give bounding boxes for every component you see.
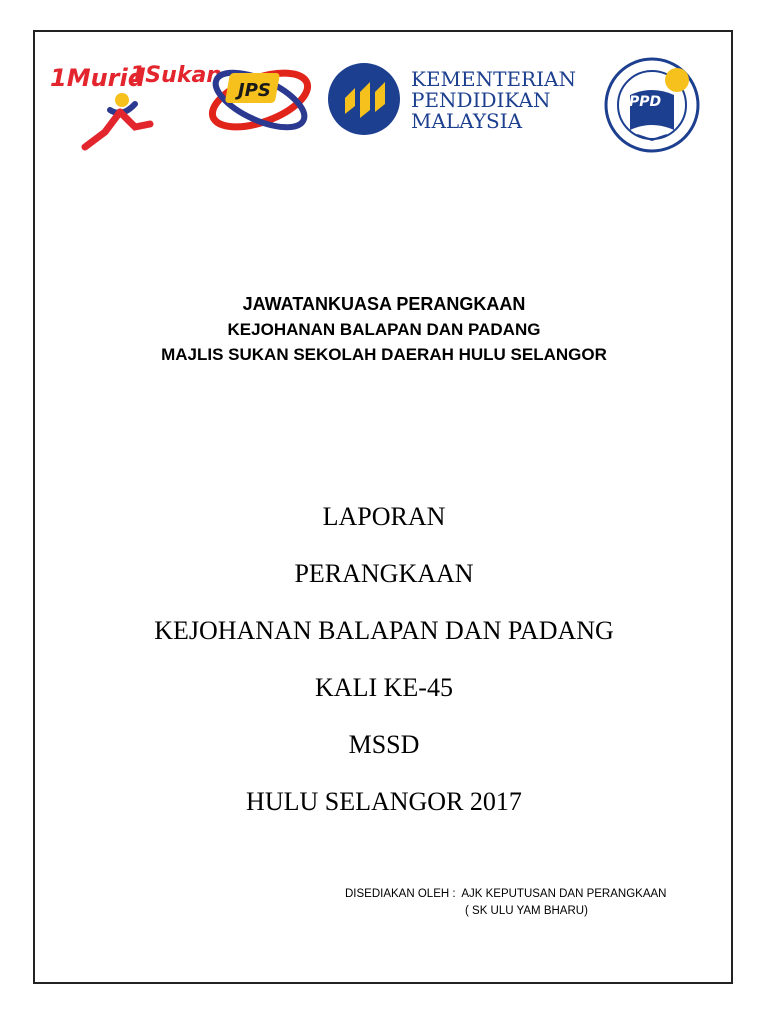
- prepared-by: [345, 886, 666, 920]
- committee-title: JAWATANKUASA PERANGKAAN: [242, 294, 526, 314]
- report-line4: KALI KE-45: [315, 673, 453, 702]
- ppd-hulu-selangor-logo: [597, 40, 707, 160]
- 1murid-1sukan-logo: [50, 52, 222, 157]
- committee-heading: [0, 292, 768, 367]
- logo-murid-text: 1Murid: [50, 64, 145, 92]
- ppd-logo-text: PPD: [629, 94, 662, 110]
- kpm-line1: KEMENTERIAN: [411, 67, 576, 91]
- kpm-line2: PENDIDIKAN: [411, 88, 551, 112]
- report-line6: HULU SELANGOR 2017: [246, 787, 522, 816]
- committee-line3: MAJLIS SUKAN SEKOLAH DAERAH HULU SELANGOR: [161, 345, 607, 364]
- jps-logo-text: JPS: [238, 80, 271, 101]
- prepared-label: DISEDIAKAN OLEH :: [345, 888, 456, 900]
- prepared-by-name: AJK KEPUTUSAN DAN PERANGKAAN: [461, 888, 667, 900]
- committee-line2: KEJOHANAN BALAPAN DAN PADANG: [227, 320, 541, 339]
- report-line1: LAPORAN: [322, 502, 446, 531]
- logo-sukan-text: 1Sukan: [130, 63, 222, 88]
- report-title-block: [0, 500, 768, 842]
- prepared-school: ( SK ULU YAM BHARU): [465, 905, 588, 917]
- kpm-logo: [327, 62, 597, 137]
- report-line5: MSSD: [348, 730, 420, 759]
- report-line3: KEJOHANAN BALAPAN DAN PADANG: [154, 616, 614, 645]
- report-line2: PERANGKAAN: [294, 559, 474, 588]
- kpm-line3: MALAYSIA: [411, 109, 523, 133]
- jps-logo: [205, 45, 315, 160]
